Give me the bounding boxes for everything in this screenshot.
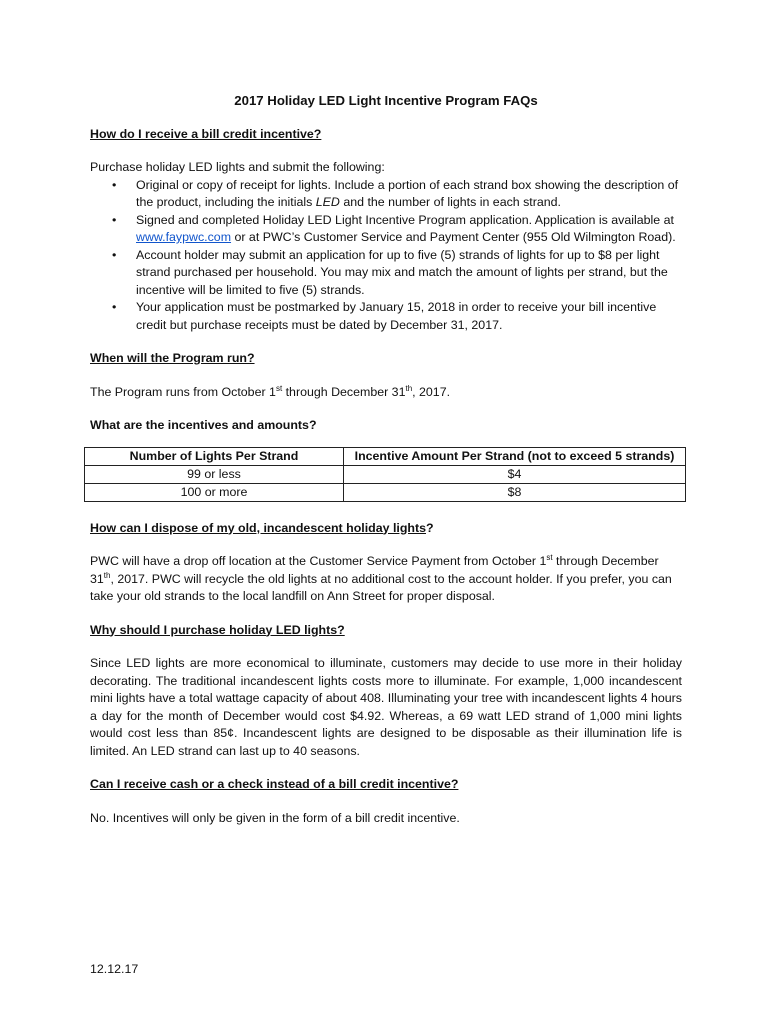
answer-cash: No. Incentives will only be given in the form of a bill credit incentive. — [90, 810, 460, 825]
document-title: 2017 Holiday LED Light Incentive Program FAQs — [234, 93, 538, 108]
table-row — [85, 465, 686, 483]
question-bill-credit: How do I receive a bill credit incentive? — [90, 126, 322, 141]
question-incentives: What are the incentives and amounts? — [90, 418, 317, 432]
list-item: • Your application must be postmarked by January 15, 2018 in order to receive your bill incentive credit but purchase receipts must be dated by December 31, 2017. — [90, 299, 682, 334]
answer-program-run: The Program runs from October 1st through December 31th, 2017. — [90, 383, 451, 399]
question-why-led: Why should I purchase holiday LED lights? — [90, 622, 345, 637]
answer-why-led: Since LED lights are more economical to illuminate, customers may decide to use more in their holiday decorating. The traditional incandescent lights costs more to illuminate. For example, 1,000 incandescent mini lights have a total wattage capacity of about 408. Illuminating your tree with incandescent lights 4 hours a day for the month of December would cost $4.92. Whereas, a 69 watt LED strand of 1,000 mini lights would cost less than 85¢. Incandescent lights are designed to be disposable as their illumination life is limited. An LED strand can last up to 40 seasons. — [90, 656, 682, 758]
answer-dispose: PWC will have a drop off location at the Customer Service Payment from October 1st through December 31th, 2017. PWC will recycle the old lights at no additional cost to the account holder. If you prefer, you can take your old strands to the local landfill on Ann Street for proper disposal. — [90, 552, 672, 603]
table-cell: $4 — [344, 465, 686, 483]
requirements-list — [90, 177, 682, 335]
question-cash: Can I receive cash or a check instead of a bill credit incentive? — [90, 777, 459, 791]
table-header-row — [85, 447, 686, 465]
incentive-table — [84, 447, 686, 502]
column-header-amount: Incentive Amount Per Strand (not to exceed 5 strands) — [344, 447, 686, 465]
led-emphasis: LED — [315, 195, 340, 209]
table-cell: $8 — [344, 483, 686, 501]
list-item: • Signed and completed Holiday LED Light Incentive Program application. Application is available at www.faypwc.com or at PWC’s Customer Service and Payment Center (955 Old Wilmington Road). — [90, 212, 682, 247]
faq-content — [90, 92, 682, 843]
list-item: • Original or copy of receipt for lights. Include a portion of each strand box showing the description of the product, including the initials LED and the number of lights in each strand. — [90, 177, 682, 212]
question-program-run: When will the Program run? — [90, 351, 255, 365]
table-cell: 99 or less — [85, 465, 344, 483]
table-row — [85, 483, 686, 501]
table-cell: 100 or more — [85, 483, 344, 501]
footer-date: 12.12.17 — [90, 962, 139, 976]
column-header-lights: Number of Lights Per Strand — [85, 447, 344, 465]
answer-intro: Purchase holiday LED lights and submit the following: — [90, 160, 385, 174]
faypwc-link[interactable]: www.faypwc.com — [136, 230, 232, 244]
question-dispose: How can I dispose of my old, incandescent holiday lights? — [90, 520, 434, 535]
list-item: • Account holder may submit an application for up to five (5) strands of lights for up to $8 per light strand purchased per household. You may mix and match the amount of lights per strand, but the incentive will be limited to five (5) strands. — [90, 247, 682, 300]
